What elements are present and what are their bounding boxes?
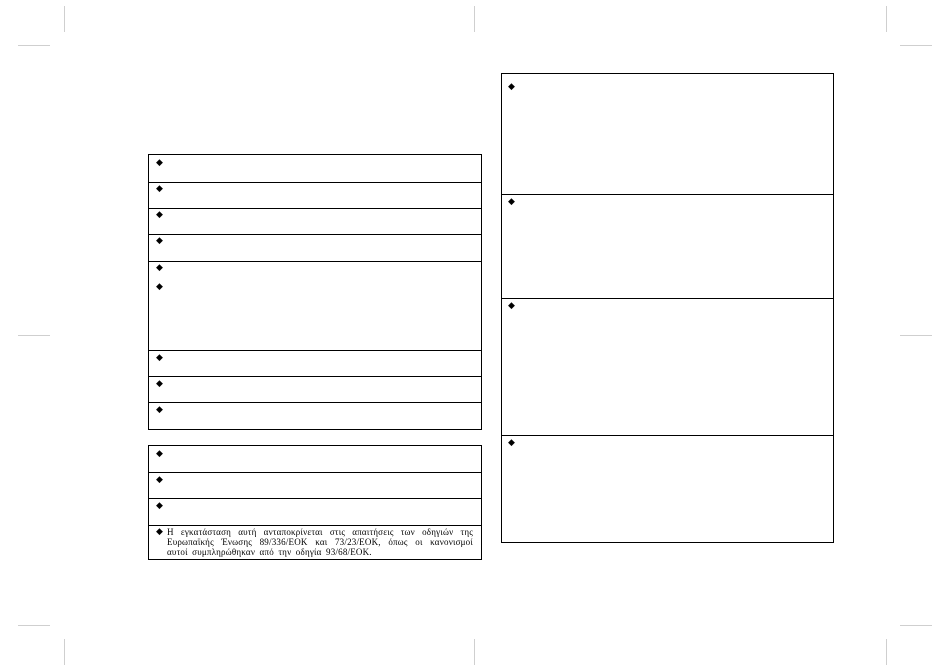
crop-mark (900, 625, 932, 626)
crop-mark (18, 335, 50, 336)
crop-mark (18, 45, 50, 46)
right-table (501, 73, 834, 543)
crop-mark (474, 639, 475, 665)
diamond-bullet-icon: ◆ (156, 158, 163, 168)
diamond-bullet-icon: ◆ (156, 263, 163, 273)
compliance-text: Η εγκατάσταση αυτή ανταποκρίνεται στις απαιτήσεις των οδηγιών της Ευρωπαϊκής Ένωσης 89/336/ΕΟΚ και 73/23/ΕΟΚ, όπως οι κανονισμοί αυτοί συμπληρώθηκαν από την οδηγία 93/68/ΕΟΚ. (167, 527, 473, 557)
diamond-bullet-icon: ◆ (156, 353, 163, 363)
diamond-bullet-icon: ◆ (156, 501, 163, 511)
crop-mark (900, 335, 932, 336)
diamond-bullet-icon: ◆ (156, 527, 163, 537)
crop-mark (886, 6, 887, 32)
diamond-bullet-icon: ◆ (156, 184, 163, 194)
table-row (149, 235, 481, 262)
table-row (149, 526, 481, 559)
crop-mark (900, 45, 932, 46)
crop-mark (64, 639, 65, 665)
diamond-bullet-icon: ◆ (508, 197, 515, 207)
crop-mark (64, 6, 65, 32)
table-row (502, 74, 833, 195)
table-row (149, 183, 481, 209)
left-top-table (148, 154, 482, 430)
crop-mark (474, 6, 475, 32)
diamond-bullet-icon: ◆ (156, 475, 163, 485)
table-row (502, 299, 833, 436)
table-row (149, 403, 481, 429)
diamond-bullet-icon: ◆ (156, 236, 163, 246)
table-row (149, 351, 481, 377)
left-bottom-table (148, 445, 482, 560)
table-row (502, 436, 833, 542)
table-row (149, 377, 481, 403)
crop-mark (18, 625, 50, 626)
crop-mark (886, 639, 887, 665)
diamond-bullet-icon: ◆ (508, 82, 515, 92)
diamond-bullet-icon: ◆ (156, 379, 163, 389)
diamond-bullet-icon: ◆ (156, 282, 163, 292)
table-row (149, 473, 481, 499)
diamond-bullet-icon: ◆ (156, 405, 163, 415)
table-row (149, 155, 481, 183)
table-row (149, 446, 481, 473)
table-row (502, 195, 833, 299)
diamond-bullet-icon: ◆ (508, 438, 515, 448)
diamond-bullet-icon: ◆ (508, 301, 515, 311)
diamond-bullet-icon: ◆ (156, 449, 163, 459)
table-row (149, 499, 481, 526)
table-row (149, 209, 481, 235)
diamond-bullet-icon: ◆ (156, 210, 163, 220)
table-row (149, 262, 481, 351)
